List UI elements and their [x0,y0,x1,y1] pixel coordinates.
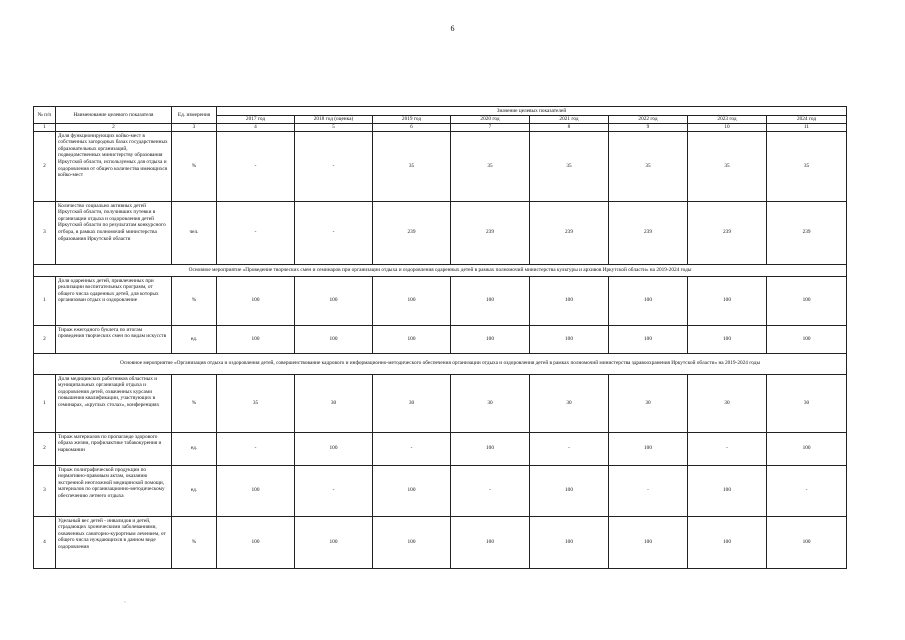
value-cell: 35 [688,131,767,201]
scan-mark: ` [124,602,126,608]
target-indicators-table [33,106,847,569]
value-cell: 100 [530,276,609,325]
indicator-name: Доля одаренных детей, привлеченных при реализации воспитательных программ, от общего числа одаренных детей, для которых организован отдых и оздоровление [56,276,172,325]
indicator-name: Тираж материалов по пропаганде здорового образа жизни, профилактике табакокурения и наркомании [56,432,172,465]
value-cell: 30 [295,374,373,432]
value-cell: 100 [217,325,295,353]
column-numbers-row [34,124,847,132]
value-cell: 35 [530,131,609,201]
indicator-name: Тираж полиграфической продукции по нормативно-правовым актам, оказанию экстренной неотложной медицинской помощи, материалов по организационно-методическому обеспечению летнего отдыха [56,465,172,516]
value-cell: 100 [451,325,530,353]
value-cell: 100 [767,432,847,465]
table-row [34,374,847,432]
value-cell: - [767,465,847,516]
column-number: 7 [451,124,530,132]
indicator-name: Количество социально активных детей Иркутской области, получивших путевки в организации отдыха и оздоровления детей Иркутской области по результатам конкурсного отбора, в рамках полномочий министерства образования Иркутской области [56,201,172,264]
column-number: 9 [609,124,688,132]
indicator-name: Доля медицинских работников областных и муниципальных организаций отдыха и оздоровления детей, охваченных курсами повышения квалификации, участвующих в семинарах, «круглых столах», конференциях [56,374,172,432]
value-cell: 239 [451,201,530,264]
table-body [34,107,847,569]
value-cell: 30 [530,374,609,432]
unit-cell: % [172,516,217,568]
value-cell: 100 [767,516,847,568]
value-cell: 100 [530,465,609,516]
value-cell: 100 [373,516,451,568]
value-cell: 100 [373,465,451,516]
header-year: 2018 год (оценка) [295,116,373,124]
value-cell: - [609,465,688,516]
value-cell: 100 [767,276,847,325]
value-cell: 100 [373,276,451,325]
value-cell: 100 [451,432,530,465]
value-cell: 100 [530,516,609,568]
value-cell: 239 [530,201,609,264]
unit-cell: % [172,374,217,432]
section-title: Основное мероприятие «Проведение творческих смен и семинаров при организации отдыха и оздоровления одаренных детей в рамках полномочий министерства культуры и архивов Иркутской области» на 2019-2024 годы [34,264,847,276]
row-number: 2 [34,432,56,465]
value-cell: 100 [688,276,767,325]
table-row [34,432,847,465]
value-cell: 100 [688,325,767,353]
section-title: Основное мероприятие «Организация отдыха и оздоровления детей, совершенствование кадрового и информационно-методического обеспечения организации отдыха и оздоровления детей в рамках полномочий министерства здравоохранения Иркутской области» на 2019-2024 годы [34,353,847,374]
header-year: 2024 год [767,116,847,124]
column-number: 3 [172,124,217,132]
column-number: 2 [56,124,172,132]
row-number: 3 [34,201,56,264]
value-cell: 35 [767,131,847,201]
unit-cell: % [172,131,217,201]
header-row [34,107,847,116]
header-values-title: Значение целевых показателей [217,107,847,116]
section-row [34,264,847,276]
header-year: 2023 год [688,116,767,124]
table-row [34,465,847,516]
row-number: 1 [34,276,56,325]
value-cell: 30 [767,374,847,432]
table-row [34,516,847,568]
value-cell: 100 [217,276,295,325]
value-cell: 239 [609,201,688,264]
value-cell: 100 [373,325,451,353]
row-number: 1 [34,374,56,432]
value-cell: - [217,131,295,201]
unit-cell: ед. [172,465,217,516]
header-year: 2019 год [373,116,451,124]
column-number: 11 [767,124,847,132]
value-cell: 100 [609,516,688,568]
header-year: 2022 год [609,116,688,124]
value-cell: - [295,465,373,516]
value-cell: 100 [295,516,373,568]
value-cell: 100 [217,465,295,516]
value-cell: 35 [451,131,530,201]
header-num: № п/п [34,107,56,124]
row-number: 2 [34,131,56,201]
value-cell: 239 [373,201,451,264]
value-cell: 100 [688,465,767,516]
row-number: 3 [34,465,56,516]
value-cell: 100 [530,325,609,353]
section-row [34,353,847,374]
value-cell: 100 [217,516,295,568]
unit-cell: ед. [172,432,217,465]
value-cell: 100 [451,276,530,325]
column-number: 8 [530,124,609,132]
value-cell: 100 [295,276,373,325]
column-number: 10 [688,124,767,132]
value-cell: 100 [609,276,688,325]
value-cell: 100 [767,325,847,353]
value-cell: 35 [217,374,295,432]
value-cell: - [688,432,767,465]
unit-cell: % [172,276,217,325]
value-cell: 100 [609,325,688,353]
row-number: 2 [34,325,56,353]
value-cell: - [373,432,451,465]
value-cell: 30 [609,374,688,432]
indicator-name: Удельный вес детей - инвалидов и детей, страдающих хроническими заболеваниями, охваченных санаторно-курортным лечением, от общего числа нуждающихся в данном виде оздоровления [56,516,172,568]
value-cell: 239 [767,201,847,264]
value-cell: 100 [688,516,767,568]
table-row [34,131,847,201]
value-cell: - [217,201,295,264]
column-number: 4 [217,124,295,132]
unit-cell: чел. [172,201,217,264]
row-number: 4 [34,516,56,568]
table-row [34,201,847,264]
column-number: 1 [34,124,56,132]
header-year: 2021 год [530,116,609,124]
value-cell: 35 [609,131,688,201]
value-cell: 100 [295,432,373,465]
header-unit: Ед. измерения [172,107,217,124]
value-cell: - [295,131,373,201]
value-cell: 100 [295,325,373,353]
value-cell: 35 [373,131,451,201]
value-cell: - [451,465,530,516]
header-year: 2017 год [217,116,295,124]
column-number: 6 [373,124,451,132]
table-row [34,325,847,353]
value-cell: - [530,432,609,465]
value-cell: 100 [451,516,530,568]
value-cell: - [217,432,295,465]
header-name: Наименование целевого показателя [56,107,172,124]
indicator-name: Доля функционирующих койко-мест в собственных загородных базах государственных образовательных организаций, подведомственных министерству образования Иркутской области, используемых для отдыха и оздоровления от общего количества имеющихся койко-мест [56,131,172,201]
value-cell: - [295,201,373,264]
page-number: 6 [450,24,455,33]
value-cell: 100 [609,432,688,465]
value-cell: 239 [688,201,767,264]
unit-cell: ед. [172,325,217,353]
indicator-name: Тираж ежегодного буклета по итогам проведения творческих смен по видам искусств [56,325,172,353]
table-row [34,276,847,325]
value-cell: 30 [373,374,451,432]
header-year: 2020 год [451,116,530,124]
column-number: 5 [295,124,373,132]
value-cell: 30 [451,374,530,432]
value-cell: 30 [688,374,767,432]
